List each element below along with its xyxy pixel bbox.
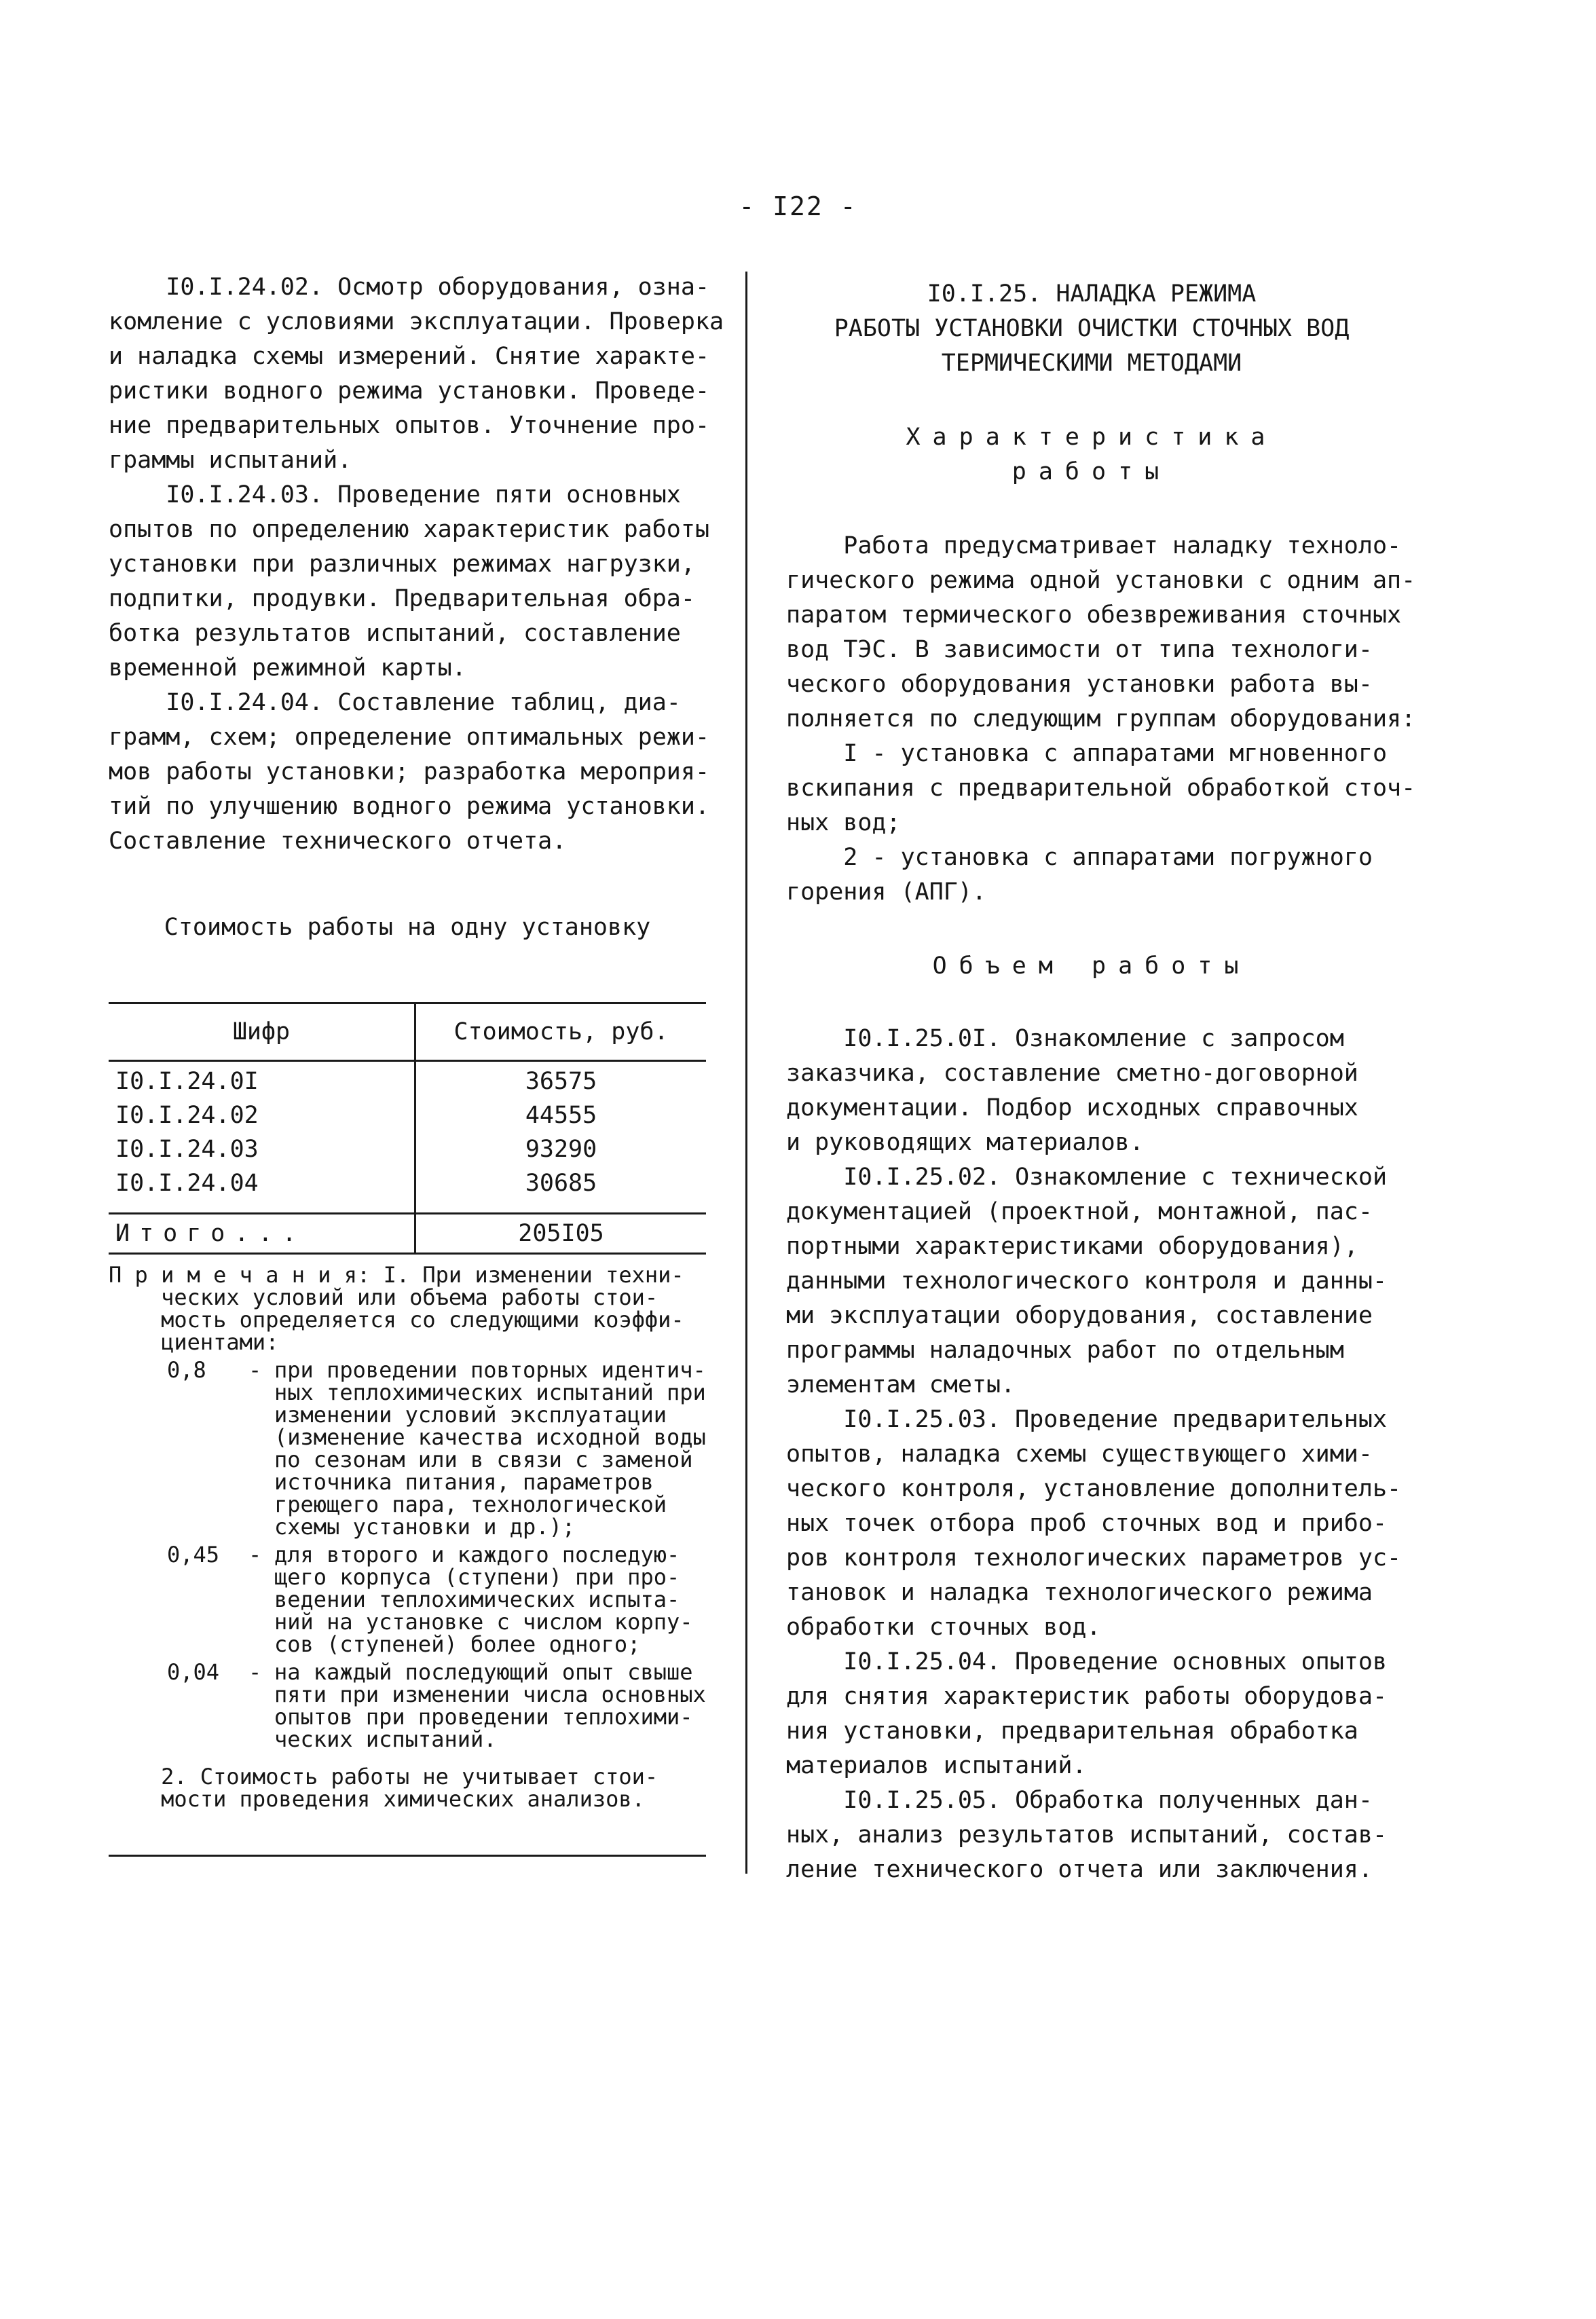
note-dash: - (248, 1659, 262, 1685)
table-row (109, 1098, 706, 1132)
row-code: I0.I.24.02 (109, 1098, 415, 1132)
note-text: на каждый последующий опыт свыше пяти при изменении числа основных опытов при проведении теплохими- ческих испытаний. (274, 1659, 706, 1752)
row-cost: 36575 (525, 1068, 597, 1095)
note-item (109, 1544, 706, 1656)
characteristic-heading: Характеристика работы (906, 424, 1278, 485)
row-cost: 44555 (525, 1102, 597, 1129)
volume-paragraph: I0.I.25.04. Проведение основных опытов для снятия характеристик работы оборудова- ния установки, предварительная обработка материалов испытаний. (786, 1648, 1388, 1779)
table-row (109, 1132, 706, 1166)
bottom-rule (109, 1855, 706, 1857)
right-column (786, 277, 1416, 1887)
table-total-row (109, 1214, 706, 1254)
left-column (109, 270, 724, 1812)
page-number: - I22 - (739, 191, 857, 221)
notes (109, 1264, 706, 1811)
note-2: 2. Стоимость работы не учитывает стои- мости проведения химических анализов. (161, 1764, 658, 1812)
note-item (109, 1661, 706, 1751)
paragraph-24-03: I0.I.24.03. Проведение пяти основных опытов по определению характеристик работы установки при различных режимах нагрузки, подпитки, продувки. Предварительная обра- ботка результатов испытаний, составление временной режимной карты. (109, 481, 710, 682)
cost-table (109, 1002, 706, 1255)
char-paragraph: I - установка с аппаратами мгновенного вскипания с предварительной обработкой сточ- ных вод; (786, 740, 1416, 836)
total-value: 205I05 (518, 1220, 604, 1247)
note-dash: - (248, 1357, 262, 1383)
section-title: I0.I.25. НАЛАДКА РЕЖИМА РАБОТЫ УСТАНОВКИ ОЧИСТКИ СТОЧНЫХ ВОД ТЕРМИЧЕСКИМИ МЕТОДАМИ (834, 280, 1350, 377)
note-coefficient: 0,45 (167, 1542, 220, 1567)
table-row (109, 1061, 706, 1099)
table-row (109, 1166, 706, 1214)
table-header-row (109, 1003, 706, 1061)
note-text: при проведении повторных идентич- ных теплохимических испытаний при изменении условий эксплуатации (изменение качества исходной воды по сезонам или в связи с заменой источника питания, параметров греющего пара, технологической схемы установки и др.); (274, 1357, 706, 1540)
row-cost: 30685 (525, 1170, 597, 1197)
note-item (109, 1359, 706, 1538)
note-text: для второго и каждого последую- щего корпуса (ступени) при про- ведении теплохимических испыта- ний на установке с числом корпу- сов (ступеней) более одного; (274, 1542, 693, 1657)
paragraph-24-02: I0.I.24.02. Осмотр оборудования, озна- комление с условиями эксплуатации. Проверка и наладка схемы измерений. Снятие характе- ристики водного режима установки. Проведе- ние предварительных опытов. Уточнение про- граммы испытаний. (109, 274, 724, 474)
volume-heading: Объем работы (932, 952, 1251, 980)
row-cost: 93290 (525, 1136, 597, 1163)
volume-paragraph: I0.I.25.05. Обработка полученных дан- ных, анализ результатов испытаний, состав- ление технического отчета или заключения. (786, 1787, 1388, 1883)
header-cost: Стоимость, руб. (453, 1018, 669, 1045)
total-label: Итого... (109, 1214, 415, 1254)
note-coefficient: 0,04 (167, 1659, 220, 1685)
column-divider (745, 272, 747, 1874)
header-code: Шифр (109, 1003, 415, 1061)
note-coefficient: 0,8 (167, 1357, 206, 1383)
notes-intro: П р и м е ч а н и я: I. При изменении техни- ческих условий или объема работы стои- мость определяется со следующими коэффи- циентами: (109, 1262, 684, 1355)
row-code: I0.I.24.04 (109, 1166, 415, 1214)
row-code: I0.I.24.0I (109, 1061, 415, 1099)
char-paragraph: 2 - установка с аппаратами погружного горения (АПГ). (786, 844, 1373, 906)
row-code: I0.I.24.03 (109, 1132, 415, 1166)
char-paragraph: Работа предусматривает наладку техноло- гического режима одной установки с одним ап- паратом термического обезвреживания сточных вод ТЭС. В зависимости от типа технологи- ческого оборудования установки работа вы- полняется по следующим группам оборудования: (786, 532, 1416, 732)
volume-paragraph: I0.I.25.03. Проведение предварительных опытов, наладка схемы существующего хими- ческого контроля, установление дополнитель- ных точек отбора проб сточных вод и прибо- ров контроля технологических параметров ус- тановок и наладка технологического режима обработки сточных вод. (786, 1406, 1402, 1641)
note-dash: - (248, 1542, 262, 1567)
volume-paragraph: I0.I.25.02. Ознакомление с технической документацией (проектной, монтажной, пас- портными характеристиками оборудования), данными технологического контроля и данны- ми эксплуатации оборудования, составление программы наладочных работ по отдельным элементам сметы. (786, 1164, 1388, 1398)
paragraph-24-04: I0.I.24.04. Составление таблиц, диа- грамм, схем; определение оптимальных режи- мов работы установки; разработка мероприя- тий по улучшению водного режима установки. Составление технического отчета. (109, 689, 710, 855)
volume-paragraph: I0.I.25.0I. Ознакомление с запросом заказчика, составление сметно-договорной документации. Подбор исходных справочных и руководящих материалов. (786, 1025, 1358, 1156)
cost-caption: Стоимость работы на одну установку (164, 914, 651, 941)
